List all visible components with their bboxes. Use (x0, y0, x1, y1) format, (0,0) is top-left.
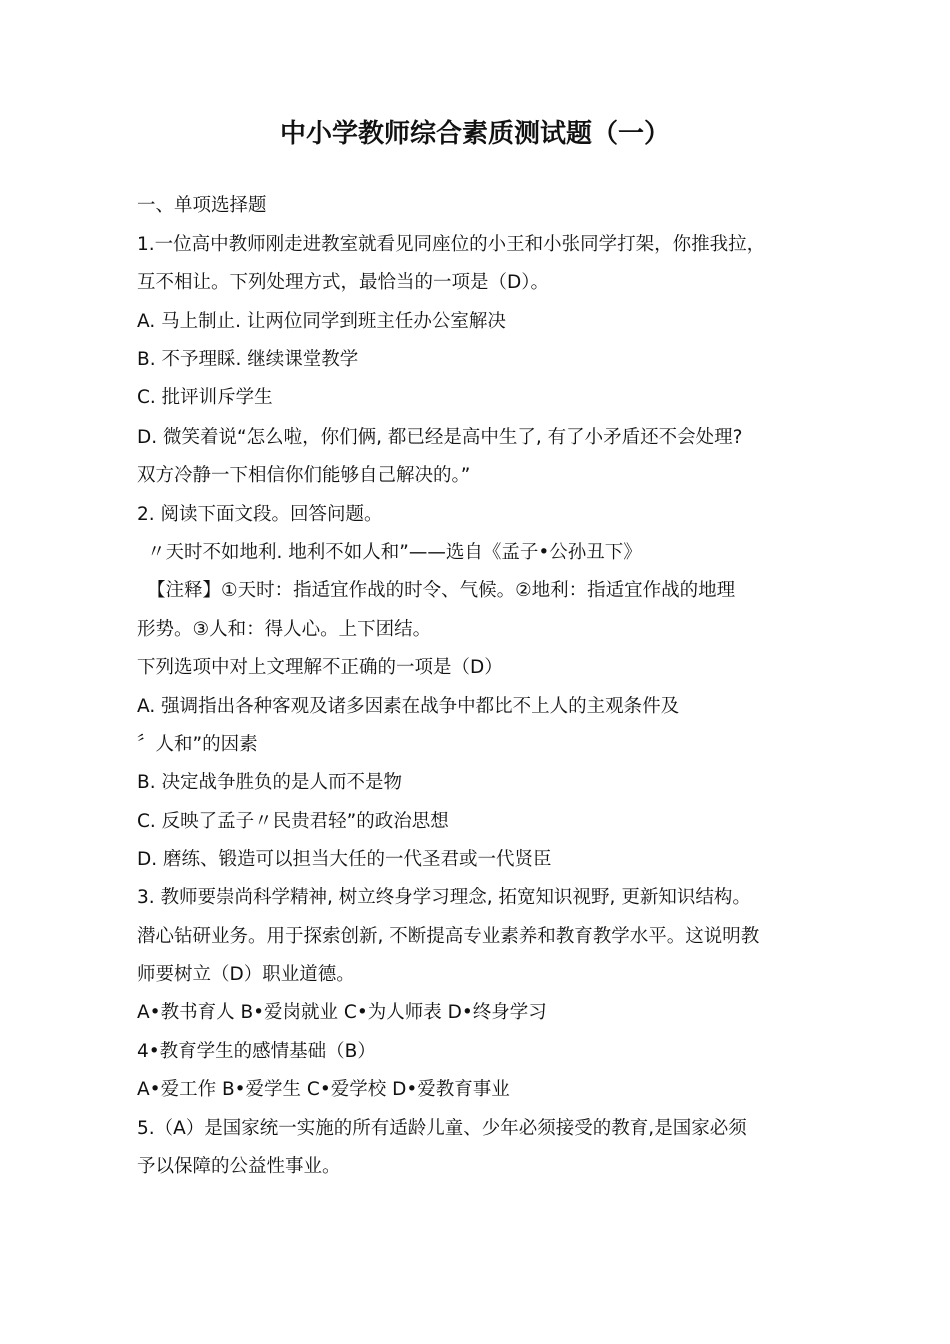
question-3-text-cont: 潜心钻研业务。用于探索创新, 不断提高专业素养和教育教学水平。这说明教 (137, 926, 760, 947)
question-2-option-a: A. 强调指出各种客观及诸多因素在战争中都比不上人的主观条件及 (137, 696, 680, 717)
question-2-text: 2. 阅读下面文段。回答问题。 (137, 504, 383, 525)
question-1-option-d-cont: 双方冷静一下相信你们能够自己解决的。” (137, 465, 471, 486)
question-2-quote: 〃天时不如地利. 地利不如人和”——选自《孟子•公孙丑下》 (147, 542, 642, 563)
question-3-text-end: 师要树立（D）职业道德。 (137, 964, 355, 985)
question-2-note-cont: 形势。③人和：得人心。上下团结。 (137, 619, 432, 640)
question-3-text: 3. 教师要崇尚科学精神, 树立终身学习理念, 拓宽知识视野, 更新知识结构。 (137, 887, 751, 908)
question-2-prompt: 下列选项中对上文理解不正确的一项是（D） (137, 657, 503, 678)
question-1-option-b: B. 不予理睬. 继续课堂教学 (137, 349, 359, 370)
question-2-option-a-cont: 〞人和”的因素 (137, 734, 258, 755)
question-1-text-cont: 互不相让。下列处理方式，最恰当的一项是（D）。 (137, 272, 549, 293)
question-1-option-c: C. 批评训斥学生 (137, 387, 273, 408)
question-2-option-c: C. 反映了孟子〃民贵君轻”的政治思想 (137, 811, 449, 832)
question-5-text-cont: 予以保障的公益性事业。 (137, 1156, 341, 1177)
section-heading: 一、单项选择题 (137, 195, 267, 216)
question-1-option-d: D. 微笑着说“怎么啦，你们俩, 都已经是高中生了, 有了小矛盾还不会处理? (137, 427, 743, 448)
question-1-option-a: A. 马上制止. 让两位同学到班主任办公室解决 (137, 311, 506, 332)
page-title: 中小学教师综合素质测试题（一） (279, 119, 670, 149)
question-5-text: 5.（A）是国家统一实施的所有适龄儿童、少年必须接受的教育,是国家必须 (137, 1118, 747, 1139)
question-3-options: A•教书育人 B•爱岗就业 C•为人师表 D•终身学习 (137, 1002, 547, 1023)
question-2-option-d: D. 磨练、锻造可以担当大任的一代圣君或一代贤臣 (137, 849, 552, 870)
question-1-text: 1.一位高中教师刚走进教室就看见同座位的小王和小张同学打架，你推我拉， (137, 234, 766, 255)
question-4-options: A•爱工作 B•爱学生 C•爱学校 D•爱教育事业 (137, 1079, 510, 1100)
question-4-text: 4•教育学生的感情基础（B） (137, 1041, 376, 1062)
question-2-note: 【注释】①天时：指适宜作战的时令、气候。②地利：指适宜作战的地理 (147, 580, 736, 601)
question-2-option-b: B. 决定战争胜负的是人而不是物 (137, 772, 402, 793)
